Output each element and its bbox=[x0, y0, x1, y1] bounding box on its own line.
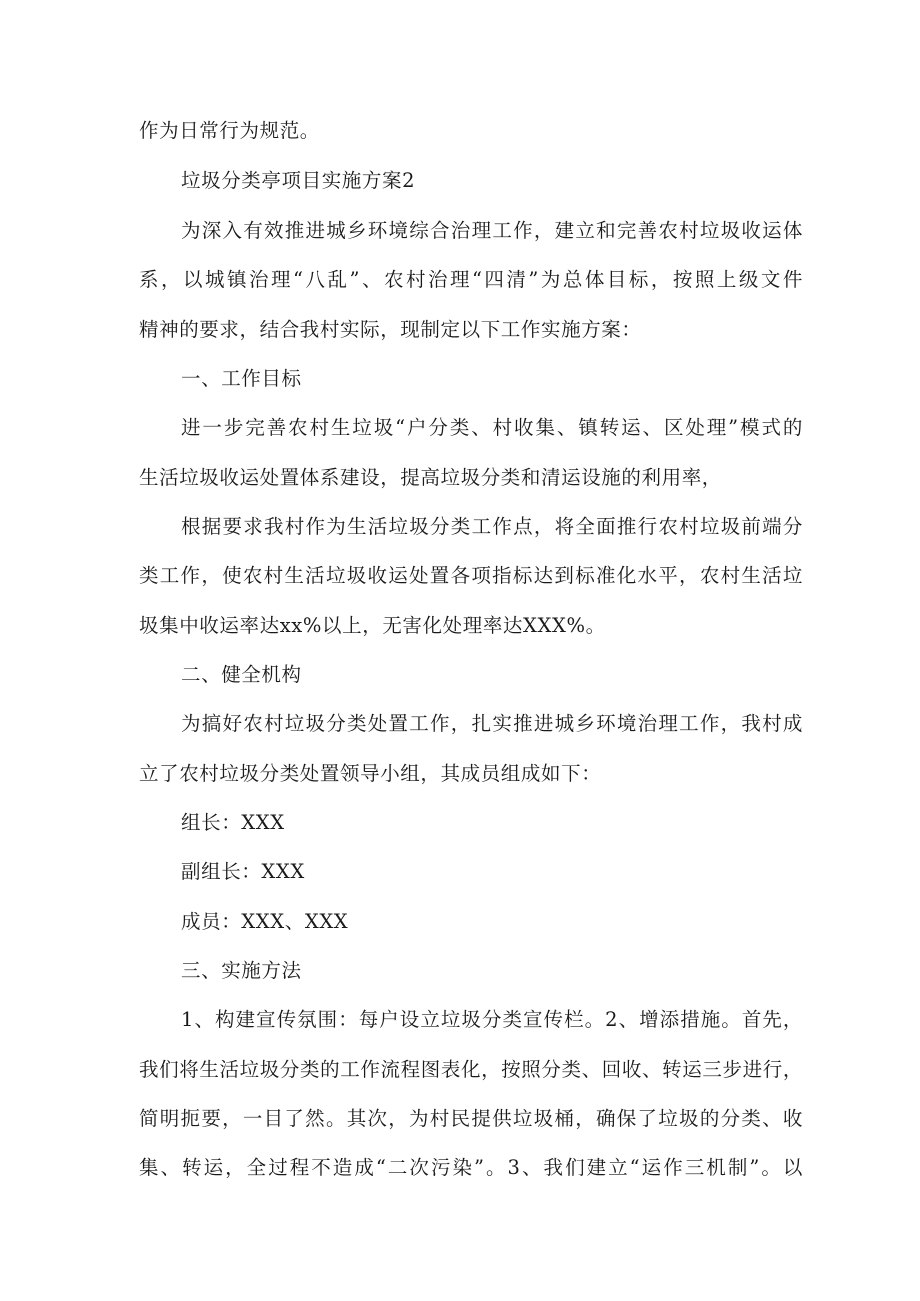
section-title-plan-2: 垃圾分类亭项目实施方案2 bbox=[181, 169, 416, 192]
heading-implementation: 三、实施方法 bbox=[181, 959, 302, 982]
text-line-5: 精神的要求，结合我村实际，现制定以下工作实施方案： bbox=[139, 318, 642, 341]
group-members: 成员：XXX、XXX bbox=[181, 910, 349, 933]
text-line-20: 我们将生活垃圾分类的工作流程图表化，按照分类、回收、转运三步进行， bbox=[139, 1058, 803, 1081]
text-line-21: 简明扼要，一目了然。其次，为村民提供垃圾桶，确保了垃圾的分类、收 bbox=[139, 1107, 803, 1130]
text-line-8: 生活垃圾收运处置体系建设，提高垃圾分类和清运设施的利用率， bbox=[139, 466, 722, 489]
text-line-22: 集、转运，全过程不造成“二次污染”。3、我们建立“运作三机制”。以 bbox=[139, 1156, 803, 1179]
text-line-1: 作为日常行为规范。 bbox=[139, 119, 320, 142]
text-line-13: 为搞好农村垃圾分类处置工作，扎实推进城乡环境治理工作，我村成 bbox=[181, 712, 803, 735]
text-line-11: 圾集中收运率达xx%以上，无害化处理率达XXX%。 bbox=[139, 614, 606, 637]
text-line-10: 类工作，使农村生活垃圾收运处置各项指标达到标准化水平，农村生活垃 bbox=[139, 564, 803, 587]
deputy-group-leader: 副组长：XXX bbox=[181, 860, 305, 883]
text-line-19: 1、构建宣传氛围：每户设立垃圾分类宣传栏。2、增添措施。首先， bbox=[181, 1008, 803, 1031]
text-line-3: 为深入有效推进城乡环境综合治理工作，建立和完善农村垃圾收运体 bbox=[181, 219, 803, 242]
text-line-14: 立了农村垃圾分类处置领导小组，其成员组成如下： bbox=[139, 762, 602, 785]
text-line-4: 系，以城镇治理“八乱”、农村治理“四清”为总体目标，按照上级文件 bbox=[139, 268, 803, 291]
text-line-7: 进一步完善农村生垃圾“户分类、村收集、镇转运、区处理”模式的 bbox=[181, 416, 803, 439]
text-line-9: 根据要求我村作为生活垃圾分类工作点，将全面推行农村垃圾前端分 bbox=[181, 515, 803, 538]
group-leader: 组长：XXX bbox=[181, 811, 285, 834]
heading-work-goal: 一、工作目标 bbox=[181, 367, 302, 390]
heading-organization: 二、健全机构 bbox=[181, 663, 302, 686]
